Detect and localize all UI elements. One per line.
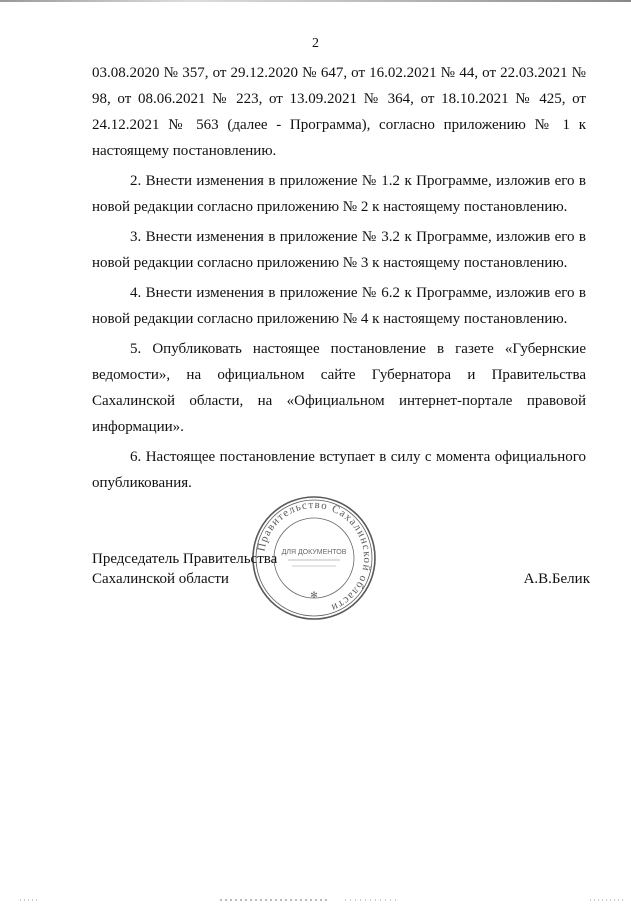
paragraph-item-6: 6. Настоящее постановление вступает в силу с момента официального опубликования. (92, 449, 586, 491)
signature-block (92, 549, 590, 589)
scan-edge (0, 0, 631, 2)
svg-text:✻: ✻ (310, 590, 318, 600)
signatory-position-line1: Председатель Правительства (92, 551, 278, 567)
paragraph-item-3: 3. Внести изменения в приложение № 3.2 к Программе, изложив его в новой редакции согласно приложению № 3 к настоящему постановлению. (92, 229, 586, 271)
svg-text:Правительство Сахалинской обла: Правительство Сахалинской области (255, 498, 374, 614)
signatory-position-line2: Сахалинской области (92, 571, 229, 587)
signatory-name: А.В.Белик (523, 571, 590, 587)
paragraph-item-5: 5. Опубликовать настоящее постановление в газете «Губернские ведомости», на официальном сайте Губернатора и Правительства Сахалинской области, на «Официальном интернет-портале правовой информации». (92, 341, 586, 435)
page-number: 2 (312, 36, 319, 51)
paragraph-item-4: 4. Внести изменения в приложение № 6.2 к Программе, изложив его в новой редакции согласно приложению № 4 к настоящему постановлению. (92, 285, 586, 327)
paragraph-item-2: 2. Внести изменения в приложение № 1.2 к Программе, изложив его в новой редакции согласно приложению № 2 к настоящему постановлению. (92, 173, 586, 215)
paragraph-continuation: 03.08.2020 № 357, от 29.12.2020 № 647, от 16.02.2021 № 44, от 22.03.2021 № 98, от 08.06.2021 № 223, от 13.09.2021 № 364, от 18.10.2021 № 425, от 24.12.2021 № 563 (далее - Программа), согласно приложению № 1 к настоящему постановлению. (92, 65, 586, 159)
document-body (92, 60, 586, 500)
scan-noise (0, 895, 631, 905)
svg-text:ДЛЯ ДОКУМЕНТОВ: ДЛЯ ДОКУМЕНТОВ (281, 549, 347, 556)
